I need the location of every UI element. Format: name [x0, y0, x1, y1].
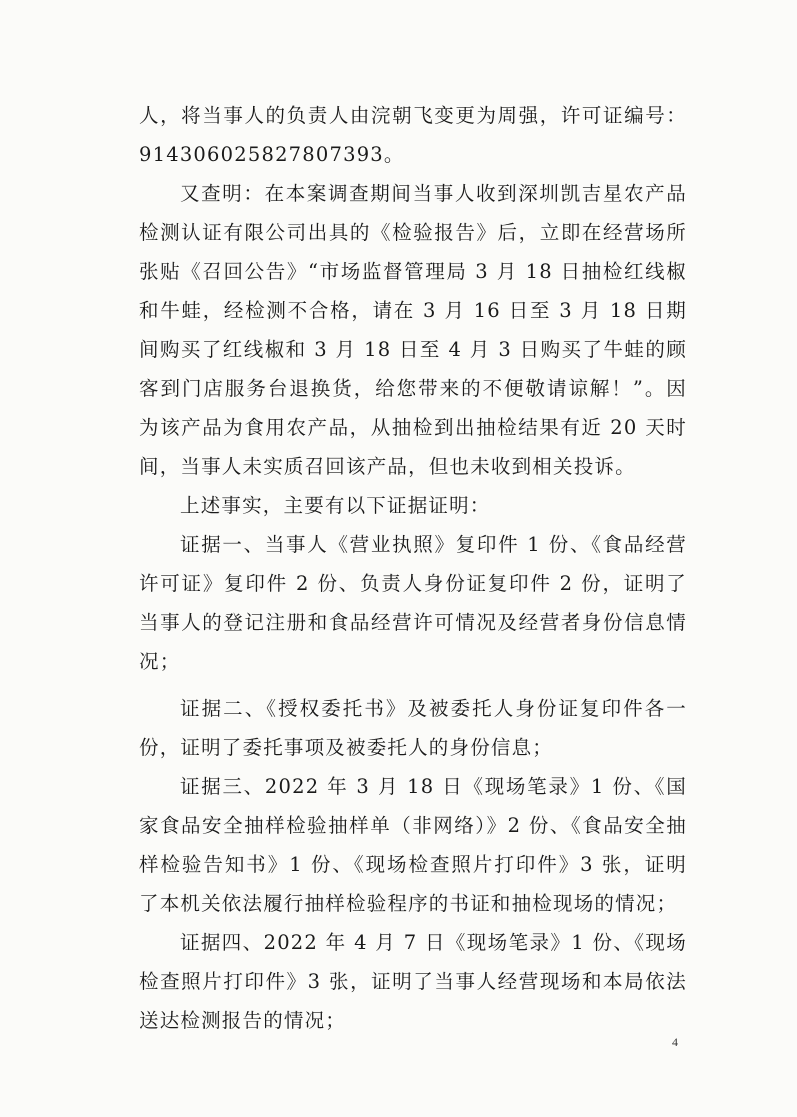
document-body	[139, 96, 687, 1040]
paragraph-license-change: 人，将当事人的负责人由浣朝飞变更为周强，许可证编号：91430602582780739​3。	[139, 104, 687, 166]
paragraph-evidence-3: 证据三、2022 年 3 月 18 日《现场笔录》1 份、《国家食品安全抽样检验抽样单（非网络）》2 份、《食品安全抽样检验告知书》1 份、《现场检查照片打印件》3 张，证明了本机关依法履行抽样检验程序的书证和抽检现场的情况；	[139, 775, 687, 915]
paragraph-recall-notice: 又查明：在本案调查期间当事人收到深圳凯吉星农产品检测认证有限公司出具的《检验报告》后，立即在经营场所张贴《召回公告》“市场监督管理局 3 月 18 日抽检红线椒和牛蛙，经检测不合格，请在 3 月 16 日至 3 月 18 日期间购买了红线椒和 3 月 18 日至 4 月 3 日购买了牛蛙的顾客到门店服务台退换货，给您带来的不便敬请谅解！”。因为该产品为食用农产品，从抽检到出抽检结果有近 20 天时间，当事人未实质召回该产品，但也未收到相关投诉。	[139, 182, 687, 478]
paragraph-evidence-2: 证据二、《授权委托书》及被委托人身份证复印件各一份，证明了委托事项及被委托人的身份信息；	[139, 697, 687, 759]
page-number: 4	[672, 1035, 678, 1049]
paragraph-evidence-4: 证据四、2022 年 4 月 7 日《现场笔录》1 份、《现场检查照片打印件》3 张，证明了当事人经营现场和本局依法送达检测报告的情况；	[139, 931, 687, 1032]
paragraph-evidence-intro: 上述事实，主要有以下证据证明：	[180, 494, 491, 517]
paragraph-evidence-1: 证据一、当事人《营业执照》复印件 1 份、《食品经营许可证》复印件 2 份、负责人身份证复印件 2 份，证明了当事人的登记注册和食品经营许可情况及经营者身份信息情况；	[139, 533, 687, 673]
